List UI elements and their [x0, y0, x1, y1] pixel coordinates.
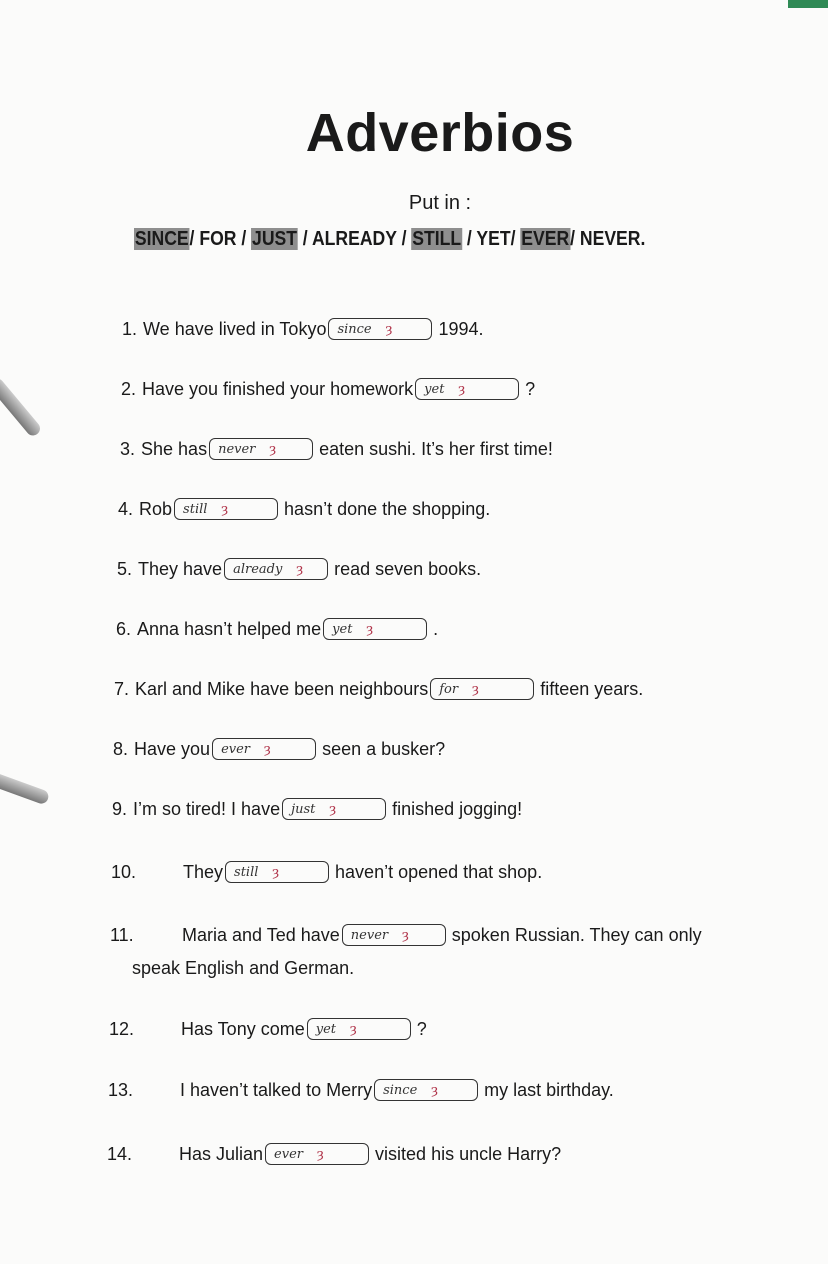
answer-handwritten: already	[233, 561, 283, 577]
item-number: 8.	[113, 738, 129, 759]
answer-box[interactable]	[328, 318, 432, 340]
item-text-after: ?	[525, 378, 536, 399]
separator: /	[297, 228, 312, 250]
item-text-after: ?	[416, 1018, 427, 1039]
item-text-before: They	[183, 861, 224, 882]
separator: /	[236, 228, 252, 250]
item-text-before: Have you finished your homework	[142, 378, 414, 399]
exercise-item	[113, 738, 445, 760]
item-number: 9.	[112, 798, 128, 819]
item-text-before: Anna hasn’t helped me	[137, 618, 322, 639]
separator: /	[396, 228, 412, 250]
exercise-item	[109, 1018, 427, 1040]
answer-handwritten: still	[183, 501, 208, 517]
answer-box[interactable]	[323, 618, 427, 640]
check-mark: ȝ	[221, 501, 229, 517]
item-number: 4.	[118, 498, 134, 519]
item-number: 5.	[117, 558, 133, 579]
pen-decoration	[0, 768, 50, 805]
check-mark: ȝ	[366, 621, 374, 637]
word-bank-word: FOR	[199, 228, 237, 250]
separator: /	[462, 228, 477, 250]
answer-box[interactable]	[415, 378, 519, 400]
pen-decoration	[0, 376, 43, 439]
exercise-item	[122, 318, 484, 340]
exercise-item	[117, 558, 481, 580]
item-text-after: seen a busker?	[322, 738, 446, 759]
exercise-item	[116, 618, 438, 640]
answer-box[interactable]	[265, 1143, 369, 1165]
exercise-item	[107, 1143, 561, 1165]
answer-handwritten: yet	[315, 1021, 336, 1037]
item-text-before: She has	[141, 438, 208, 459]
exercise-item	[108, 1079, 614, 1101]
item-text-before: Karl and Mike have been neighbours	[135, 678, 429, 699]
separator: /	[189, 228, 200, 250]
exercise-item	[121, 378, 535, 400]
item-text-before: Maria and Ted have	[182, 924, 340, 945]
item-text-after: spoken Russian. They can only	[451, 924, 702, 945]
check-mark: ȝ	[402, 927, 409, 943]
answer-handwritten: ever	[221, 741, 251, 757]
check-mark: ȝ	[272, 864, 280, 880]
answer-handwritten: since	[383, 1082, 418, 1098]
item-number: 2.	[121, 378, 137, 399]
check-mark: ȝ	[458, 381, 466, 397]
instruction: Put in :	[408, 192, 472, 214]
answer-handwritten: yet	[332, 621, 353, 637]
answer-handwritten: just	[291, 801, 316, 817]
answer-handwritten: never	[218, 441, 256, 457]
answer-box[interactable]	[282, 798, 386, 820]
check-mark: ȝ	[385, 321, 393, 337]
answer-box[interactable]	[342, 924, 446, 946]
check-mark: ȝ	[264, 741, 271, 757]
answer-box[interactable]	[174, 498, 278, 520]
item-text-after: visited his uncle Harry?	[375, 1143, 562, 1164]
exercise-item	[112, 798, 522, 820]
page-edge-decoration	[788, 0, 828, 8]
item-number: 1.	[122, 318, 138, 339]
item-number: 3.	[120, 438, 136, 459]
exercise-item	[118, 498, 490, 520]
item-text-before: I haven’t talked to Merry	[180, 1079, 373, 1100]
check-mark: ȝ	[317, 1146, 324, 1162]
item-number: 6.	[116, 618, 132, 639]
item-text-before: Has Julian	[179, 1143, 264, 1164]
item-text-before: We have lived in Tokyo	[143, 318, 327, 339]
check-mark: ȝ	[350, 1021, 357, 1037]
answer-box[interactable]	[374, 1079, 478, 1101]
answer-handwritten: for	[439, 681, 459, 697]
word-bank-word: JUST	[252, 228, 298, 250]
exercise-item	[110, 924, 702, 946]
item-text-before: Has Tony come	[181, 1018, 305, 1039]
exercise-item	[120, 438, 553, 460]
page-title: Adverbios	[305, 103, 575, 163]
word-bank-word: EVER	[521, 228, 570, 250]
check-mark: ȝ	[296, 561, 304, 577]
item-text-after: haven’t opened that shop.	[335, 861, 543, 882]
answer-box[interactable]	[209, 438, 313, 460]
check-mark: ȝ	[431, 1082, 439, 1098]
word-bank-word: STILL	[412, 228, 462, 250]
separator: /	[570, 228, 580, 250]
check-mark: ȝ	[269, 441, 277, 457]
separator: /	[510, 228, 521, 250]
answer-box[interactable]	[224, 558, 328, 580]
answer-handwritten: never	[350, 927, 389, 943]
word-bank-word: ALREADY	[311, 228, 397, 250]
word-bank-word: SINCE	[134, 228, 189, 250]
exercise-item	[111, 861, 542, 883]
check-mark: ȝ	[329, 801, 337, 817]
answer-handwritten: since	[337, 321, 372, 337]
item-text-before: Rob	[139, 498, 173, 519]
item-number: 10.	[111, 861, 137, 882]
word-bank	[134, 228, 645, 251]
item-continuation: speak English and German.	[132, 958, 355, 978]
item-text-after: fifteen years.	[540, 678, 644, 699]
item-text-after: 1994.	[438, 318, 484, 339]
item-number: 11.	[110, 924, 134, 945]
item-text-after: my last birthday.	[484, 1079, 614, 1100]
answer-handwritten: yet	[424, 381, 445, 397]
item-number: 7.	[114, 678, 130, 699]
item-text-after: read seven books.	[334, 558, 482, 579]
item-number: 12.	[109, 1018, 135, 1039]
item-text-after: .	[433, 618, 439, 639]
item-number: 14.	[107, 1143, 133, 1164]
answer-box[interactable]	[307, 1018, 411, 1040]
answer-handwritten: still	[234, 864, 259, 880]
word-bank-word: NEVER.	[579, 228, 646, 250]
exercise-item	[114, 678, 643, 700]
item-text-before: Have you	[134, 738, 211, 759]
answer-box[interactable]	[430, 678, 534, 700]
item-text-after: hasn’t done the shopping.	[284, 498, 491, 519]
answer-box[interactable]	[212, 738, 316, 760]
item-text-after: eaten sushi. It’s her first time!	[319, 438, 553, 459]
item-text-after: finished jogging!	[392, 798, 523, 819]
check-mark: ȝ	[472, 681, 479, 697]
item-number: 13.	[108, 1079, 134, 1100]
item-text-before: I’m so tired! I have	[133, 798, 281, 819]
item-text-before: They have	[138, 558, 223, 579]
answer-box[interactable]	[225, 861, 329, 883]
word-bank-word: YET	[476, 228, 511, 250]
answer-handwritten: ever	[274, 1146, 303, 1162]
